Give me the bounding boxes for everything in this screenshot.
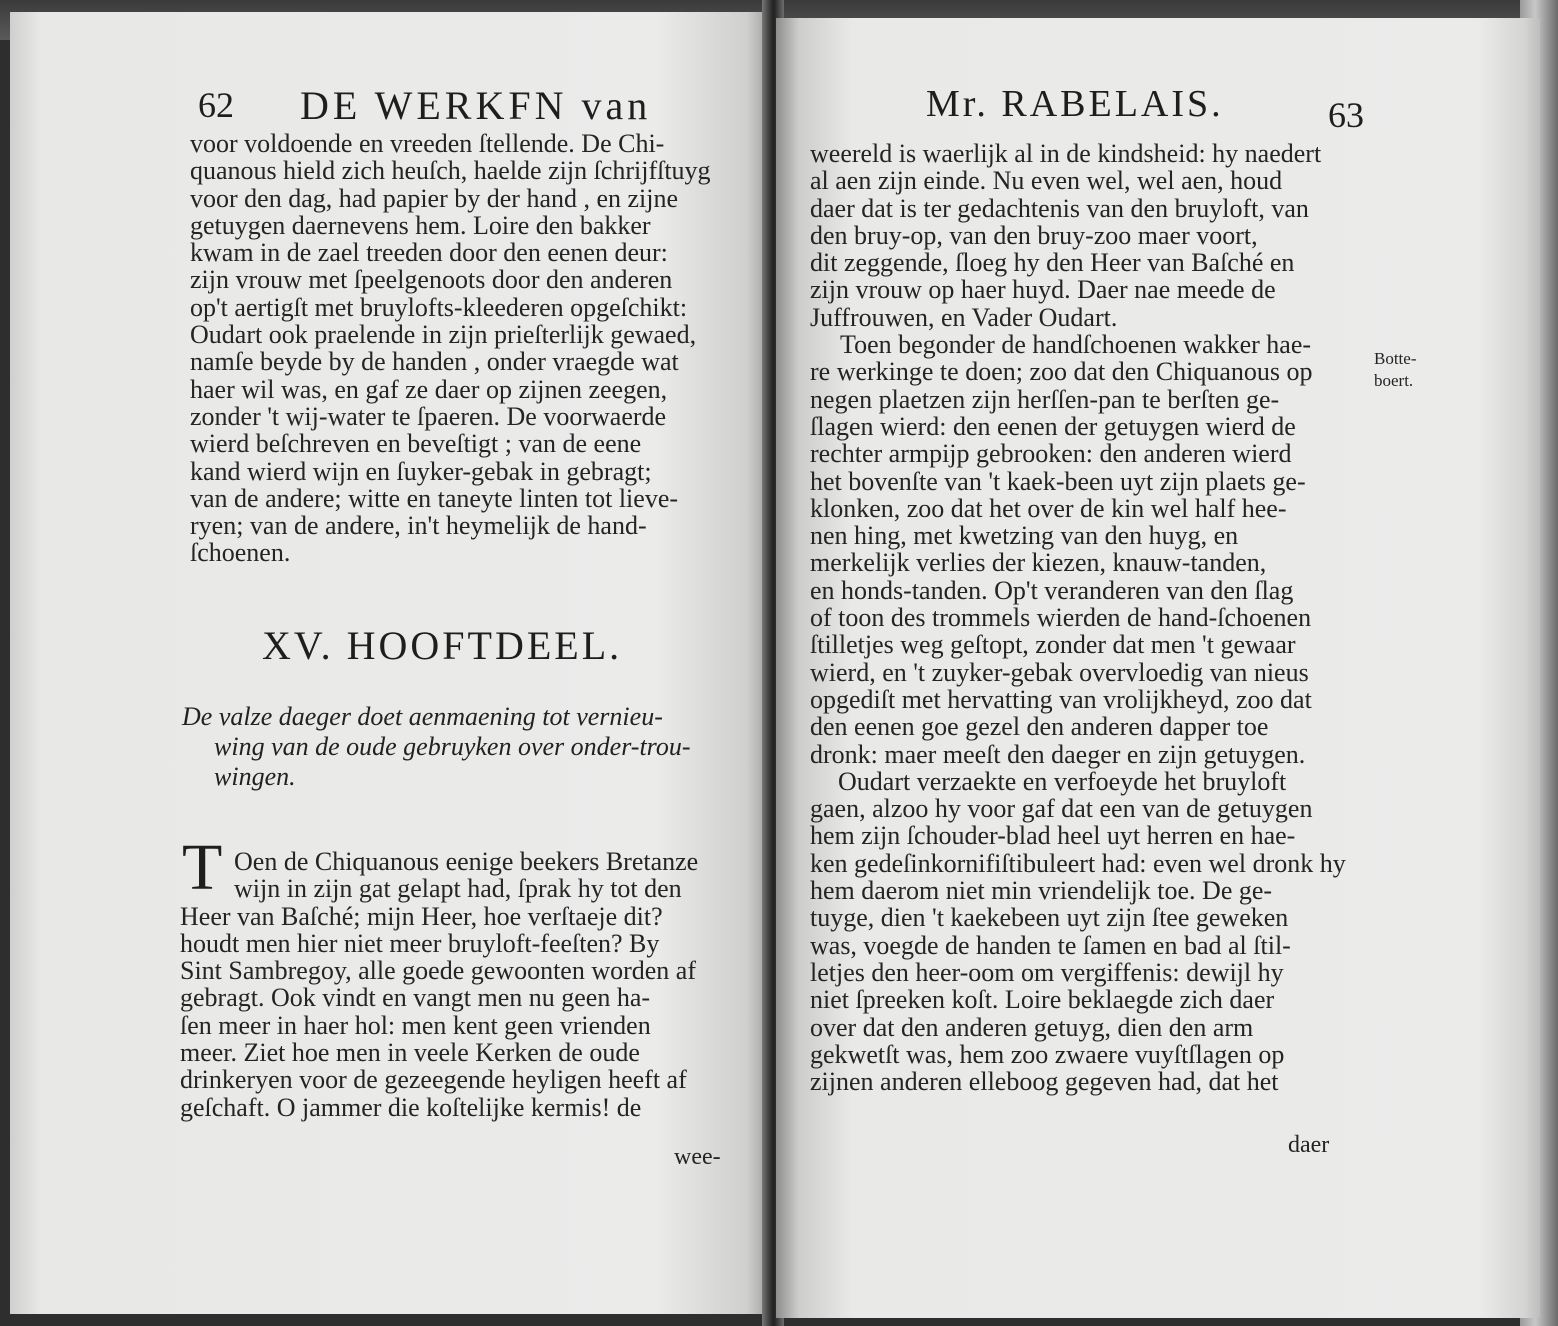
text-line: Sint Sambregoy, alle goede gewoonten worden af <box>180 956 697 986</box>
text-line: zijn vrouw met ſpeelgenoots door den anderen <box>190 265 673 295</box>
text-line: was, voegde de handen te ſamen en bad al ſtil- <box>810 930 1291 960</box>
chapter-heading: XV. HOOFTDEEL. <box>262 623 623 668</box>
text-line: niet ſpreeken koſt. Loire beklaegde zich daer <box>810 985 1275 1015</box>
text-line: daer dat is ter gedachtenis van den bruyloft, van <box>810 193 1309 223</box>
text-line: tuyge, dien 't kaekebeen uyt zijn ſtee geweken <box>810 903 1289 933</box>
summary-line: De valze daeger doet aenmaening tot vernieu- <box>182 702 663 731</box>
left-catchword: wee- <box>674 1144 721 1170</box>
dropcap-initial: T <box>182 831 223 904</box>
right-running-head: Mr. RABELAIS. <box>926 83 1224 125</box>
right-body-text <box>810 140 1370 1095</box>
text-line: Oudart verzaekte en verfoeyde het bruyloft <box>838 766 1287 796</box>
right-page-number: 63 <box>1328 95 1364 135</box>
marginal-note <box>1374 348 1417 392</box>
text-line: Toen begonder de handſchoenen wakker hae- <box>840 330 1312 360</box>
text-line: quanous hield zich heuſch, haelde zijn ſchrijfſtuyg <box>190 156 711 186</box>
text-line: den bruy-op, van den bruy-zoo maer voort, <box>810 220 1258 250</box>
text-line: re werkinge te doen; zoo dat den Chiquanous op <box>810 357 1313 387</box>
text-line: ſtilletjes weg geſtopt, zonder dat men 't gewaar <box>810 630 1296 660</box>
marginal-note-line: boert. <box>1374 371 1414 390</box>
text-line: namſe beyde by de handen , onder vraegde wat <box>190 347 679 377</box>
text-line: meer. Ziet hoe men in veele Kerken de oude <box>180 1038 640 1068</box>
text-line: Heer van Baſché; mijn Heer, hoe verſtaeje dit? <box>180 901 663 931</box>
text-line: kwam in de zael treeden door den eenen deur: <box>190 238 668 268</box>
text-line: over dat den anderen getuyg, dien den arm <box>810 1012 1254 1042</box>
text-line: Oudart ook praelende in zijn prieſterlijk gewaed, <box>190 320 697 350</box>
text-line: voor voldoende en vreeden ſtellende. De Chi- <box>190 129 665 158</box>
left-page-number: 62 <box>198 85 234 125</box>
text-line: den eenen goe gezel den anderen dapper toe <box>810 712 1269 742</box>
text-line: letjes den heer-oom om vergiffenis: dewijl hy <box>810 957 1284 987</box>
left-body-text <box>190 130 750 567</box>
right-page <box>776 18 1540 1318</box>
text-line: wierd beſchreven en beveſtigt ; van de eene <box>190 429 642 459</box>
text-line: merkelijk verlies der kiezen, knauw-tanden, <box>810 548 1267 578</box>
text-line: ſen meer in haer hol: men kent geen vrienden <box>180 1010 651 1040</box>
text-line: negen plaetzen zijn herſſen-pan te berſten ge- <box>810 384 1280 414</box>
text-line: en honds-tanden. Op't veranderen van den ſlag <box>810 575 1294 605</box>
chapter-paragraph <box>180 848 760 1121</box>
text-line: voor den dag, had papier by der hand , en zijne <box>190 183 679 213</box>
text-line: kand wierd wijn en ſuyker-gebak in gebragt; <box>190 456 652 486</box>
text-line: zijnen anderen elleboog gegeven had, dat het <box>810 1067 1279 1097</box>
text-line: hem daerom niet min vriendelijk toe. De ge- <box>810 876 1273 906</box>
text-line: ken gedeſinkornifiſtibuleert had: even wel dronk hy <box>810 848 1346 878</box>
right-catchword: daer <box>1288 1132 1330 1158</box>
summary-line: wingen. <box>214 762 296 791</box>
text-line: klonken, zoo dat het over de kin wel half hee- <box>810 493 1287 523</box>
text-line: getuygen daernevens hem. Loire den bakker <box>190 210 651 240</box>
text-line: dit zeggende, ſloeg hy den Heer van Baſché en <box>810 248 1295 278</box>
text-line: Oen de Chiquanous eenige beekers Bretanze <box>234 847 699 876</box>
text-line: geſchaft. O jammer die koſtelijke kermis! de <box>180 1092 642 1122</box>
text-line: wierd, en 't zuyker-gebak overvloedig van nieus <box>810 657 1309 687</box>
text-line: of toon des trommels wierden de hand-ſchoenen <box>810 603 1312 633</box>
text-line: hem zijn ſchouder-blad heel uyt herren en hae- <box>810 821 1296 851</box>
text-line: op't aertigſt met bruylofts-kleederen opgeſchikt: <box>190 292 688 322</box>
text-line: al aen zijn einde. Nu even wel, wel aen, houd <box>810 166 1283 196</box>
text-line: weereld is waerlijk al in de kindsheid: hy naedert <box>810 139 1322 168</box>
text-line: opgediſt met hervatting van vrolijkheyd, zoo dat <box>810 684 1312 714</box>
left-running-head: DE WERKFN van <box>300 83 652 128</box>
text-line: het bovenſte van 't kaek-been uyt zijn plaets ge- <box>810 466 1306 496</box>
text-line: zonder 't wij-water te ſpaeren. De voorwaerde <box>190 401 667 431</box>
text-line: drinkeryen voor de gezeegende heyligen heeft af <box>180 1065 687 1095</box>
text-line: Juffrouwen, en Vader Oudart. <box>810 302 1118 332</box>
marginal-note-line: Botte- <box>1374 349 1417 368</box>
text-line: dronk: maer meeſt den daeger en zijn getuygen. <box>810 739 1306 769</box>
text-line: nen hing, met kwetzing van den huyg, en <box>810 521 1239 551</box>
text-line: wijn in zijn gat gelapt had, ſprak hy tot den <box>234 874 682 904</box>
chapter-summary <box>182 702 752 792</box>
text-line: ſchoenen. <box>190 538 291 568</box>
text-line: rechter armpijp gebrooken: den anderen wierd <box>810 439 1292 469</box>
text-line: gebragt. Ook vindt en vangt men nu geen ha- <box>180 983 651 1013</box>
text-line: haer wil was, en gaf ze daer op zijnen zeegen, <box>190 374 668 404</box>
text-line: houdt men hier niet meer bruyloft-feeſten? By <box>180 928 660 958</box>
summary-line: wing van de oude gebruyken over onder-trou- <box>214 732 691 761</box>
text-line: van de andere; witte en taneyte linten tot lieve- <box>190 483 679 513</box>
left-page <box>10 12 770 1314</box>
text-line: gaen, alzoo hy voor gaf dat een van de getuygen <box>810 794 1313 824</box>
text-line: zijn vrouw op haer huyd. Daer nae meede de <box>810 275 1276 305</box>
text-line: ryen; van de andere, in't heymelijk de hand- <box>190 511 647 541</box>
text-line: gekwetſt was, hem zoo zwaere vuyſtſlagen op <box>810 1039 1285 1069</box>
text-line: ſlagen wierd: den eenen der getuygen wierd de <box>810 411 1296 441</box>
